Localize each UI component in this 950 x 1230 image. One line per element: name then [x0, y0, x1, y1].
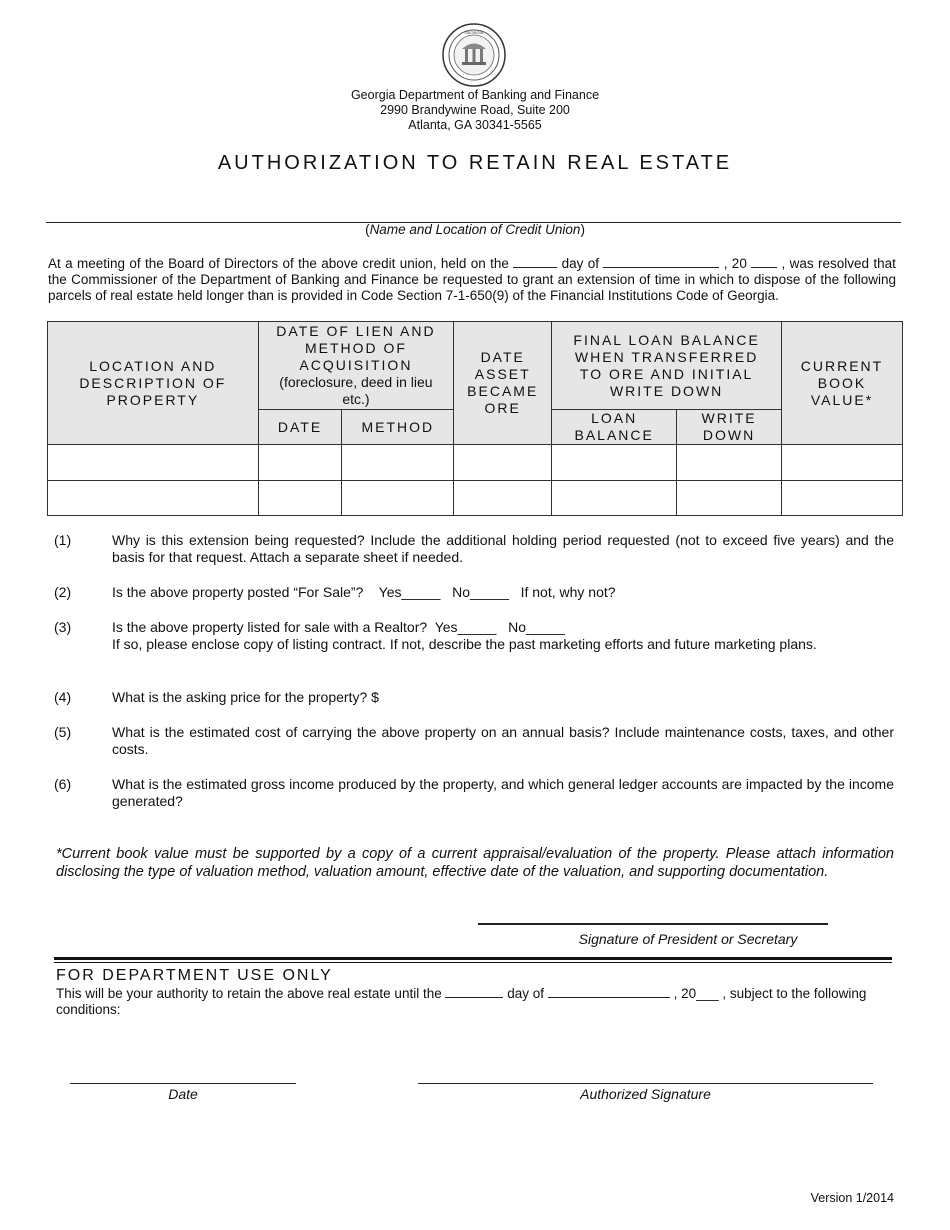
cell-location[interactable] [48, 481, 259, 516]
table-row [48, 481, 903, 516]
meeting-month-blank[interactable] [603, 256, 719, 268]
agency-street: 2990 Brandywine Road, Suite 200 [380, 103, 570, 117]
header-method: METHOD [342, 410, 454, 445]
date-label: Date [168, 1086, 198, 1102]
cell-date[interactable] [258, 481, 342, 516]
cell-write-down[interactable] [677, 445, 782, 481]
table-row [48, 445, 903, 481]
president-signature-line[interactable] [478, 923, 828, 925]
header-location: LOCATION AND DESCRIPTION OF PROPERTY [48, 322, 259, 445]
authorized-signature-label: Authorized Signature [580, 1086, 711, 1102]
credit-union-label: (Name and Location of Credit Union) [365, 222, 585, 237]
meeting-year-blank[interactable] [751, 256, 777, 268]
section-divider [54, 957, 892, 960]
president-signature-label: Signature of President or Secretary [578, 931, 798, 947]
property-table [47, 321, 903, 516]
retain-day-blank[interactable] [445, 986, 503, 998]
cell-loan-balance[interactable] [552, 481, 677, 516]
header-write-down: WRITE DOWN [677, 410, 782, 445]
cell-ore-date[interactable] [454, 445, 552, 481]
header-loan-balance: LOAN BALANCE [552, 410, 677, 445]
authorized-signature-line[interactable] [418, 1083, 873, 1084]
agency-name: Georgia Department of Banking and Finance [350, 88, 600, 102]
header-ore-date: DATE ASSET BECAME ORE [454, 322, 552, 445]
intro-paragraph: At a meeting of the Board of Directors of the above credit union, held on the day of , 20 , was resolved that the Commissioner of the Department of Banking and Finance be requested to grant an extension of time in which to dispose of the following parcels of real estate held longer than is provided in Code Section 7-1-650(9) of the Financial Institutions Code of Georgia. [48, 256, 896, 303]
cell-write-down[interactable] [677, 481, 782, 516]
cell-book-value[interactable] [782, 445, 903, 481]
meeting-day-blank[interactable] [513, 256, 557, 268]
cell-date[interactable] [258, 445, 342, 481]
header-lien: DATE OF LIEN AND METHOD OF ACQUISITION (foreclosure, deed in lieu etc.) [258, 322, 454, 410]
page-title: AUTHORIZATION TO RETAIN REAL ESTATE [217, 152, 733, 174]
cell-loan-balance[interactable] [552, 445, 677, 481]
book-value-note: *Current book value must be supported by a copy of a current appraisal/evaluation of the property. Please attach information disclosing the type of valuation method, valuation amount, effective date of the valuation, and supporting documentation. [56, 846, 894, 880]
agency-address [0, 88, 950, 133]
header-final-balance: FINAL LOAN BALANCE WHEN TRANSFERRED TO ORE AND INITIAL WRITE DOWN [552, 322, 782, 410]
retain-month-blank[interactable] [548, 986, 670, 998]
cell-ore-date[interactable] [454, 481, 552, 516]
cell-method[interactable] [342, 481, 454, 516]
cell-method[interactable] [342, 445, 454, 481]
cell-location[interactable] [48, 445, 259, 481]
department-heading: FOR DEPARTMENT USE ONLY [56, 967, 333, 984]
version-label: Version 1/2014 [810, 1191, 894, 1205]
department-text: This will be your authority to retain the above real estate until the day of , 20___ , subject to the following conditions: [56, 986, 867, 1017]
header-book-value: CURRENT BOOK VALUE* [782, 322, 903, 445]
section-divider-thin [54, 962, 892, 963]
svg-text:GEORGIA: GEORGIA [464, 30, 484, 35]
cell-book-value[interactable] [782, 481, 903, 516]
state-seal [441, 22, 507, 88]
agency-city: Atlanta, GA 30341-5565 [408, 118, 542, 132]
date-signature-line[interactable] [70, 1083, 296, 1084]
header-date: DATE [258, 410, 342, 445]
